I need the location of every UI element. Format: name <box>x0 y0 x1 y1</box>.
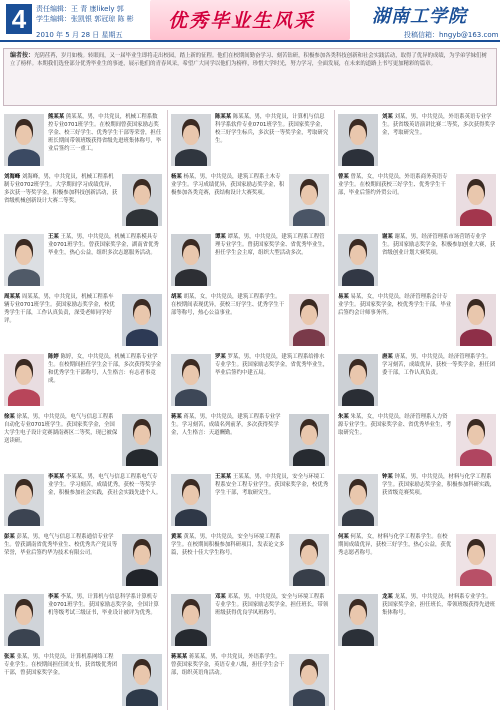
graduate-photo <box>122 174 162 226</box>
graduate-name: 王某某 <box>215 474 232 480</box>
graduate-photo <box>456 534 496 586</box>
graduate-bio-text: 谭某，男，中共党员，建筑工程系工程管理专业学生。曾获国家奖学金、省优秀毕业生，担任学生会主席，组织大型活动多次。 <box>215 234 329 257</box>
graduate-photo <box>338 114 378 166</box>
graduate-bio <box>4 413 118 469</box>
graduate-name: 熊某某 <box>48 114 65 120</box>
graduate-profile <box>171 172 329 230</box>
graduate-bio-text: 徐某，男，中共党员，电气与信息工程系自动化专业0701班学生。获国家奖学金，全国大学生电子设计竞赛湖南赛区二等奖，现已被保送读研。 <box>4 414 118 445</box>
graduate-bio <box>215 113 329 169</box>
column-divider <box>334 110 335 710</box>
graduate-profile <box>4 292 162 350</box>
graduate-bio-text: 王某，男，中共党员，机械工程系模具专业0701班学生。曾获国家奖学金，湖南省优秀毕业生，热心公益，组织多次志愿服务活动。 <box>48 234 159 257</box>
graduate-photo <box>171 474 211 526</box>
graduate-profile <box>171 412 329 470</box>
graduate-profile <box>4 532 162 590</box>
graduate-profile <box>338 532 496 590</box>
graduate-bio <box>171 173 285 229</box>
graduate-bio-text: 龙某，男，中共党员，材料系专业学生。获国家奖学金，担任班长，带领班级获得先进班集体称号。 <box>382 594 496 617</box>
graduate-bio-text: 朱某，女，中共党员，经济管理系人力资源专业学生。获国家奖学金、省优秀毕业生，考取研究生。 <box>338 414 452 437</box>
graduate-profile <box>171 292 329 350</box>
graduate-name: 胡某 <box>171 294 182 300</box>
graduate-name: 李某 <box>48 594 59 600</box>
graduate-bio <box>4 533 118 589</box>
graduate-name: 周某某 <box>4 294 21 300</box>
graduate-photo <box>289 534 329 586</box>
graduate-bio <box>48 353 162 409</box>
graduate-name: 张某 <box>4 654 15 660</box>
graduate-profile <box>4 592 162 650</box>
editor-line: 责任编辑：王 青 康likely 郭 <box>36 5 124 13</box>
graduate-photo <box>122 294 162 346</box>
graduate-photo <box>456 414 496 466</box>
graduate-bio-text: 杨某，男，中共党员，建筑工程系土木专业学生。学习成绩优异，获国家励志奖学金，积极参加各类竞赛，获结构设计大赛奖项。 <box>171 174 285 197</box>
graduate-profile <box>338 232 496 290</box>
graduate-photo <box>122 534 162 586</box>
graduate-name: 王某 <box>48 234 59 240</box>
graduate-profile <box>171 472 329 530</box>
graduate-profile <box>4 232 162 290</box>
graduate-photo <box>338 354 378 406</box>
graduate-name: 刘某 <box>382 114 393 120</box>
graduate-photo <box>122 654 162 706</box>
graduate-name: 何某 <box>338 534 349 540</box>
graduate-bio <box>171 293 285 349</box>
graduate-bio <box>215 353 329 409</box>
graduate-profile <box>338 592 496 650</box>
graduate-profile <box>338 172 496 230</box>
graduate-photo <box>4 234 44 286</box>
paper-name: 湖南工学院 <box>372 6 467 27</box>
graduate-photo <box>456 294 496 346</box>
graduate-bio-text: 罗某，男，中共党员，建筑工程系给排水专业学生。获国家励志奖学金，省优秀毕业生，毕业后签约中建五局。 <box>215 354 329 377</box>
graduate-profile <box>4 172 162 230</box>
graduate-bio <box>171 413 285 469</box>
graduate-name: 邓某 <box>215 594 226 600</box>
graduate-name: 朱某 <box>338 414 349 420</box>
graduate-bio-text: 易某，女，中共党员，经济管理系会计专业学生。获国家奖学金，校优秀学生干部，毕业后签约会计师事务所。 <box>338 294 452 317</box>
graduate-bio <box>4 293 118 349</box>
graduate-bio-text: 熊某某，男，中共党员，机械工程系数控专业0701班学生。在校期间曾获国家励志奖学金、校三好学生、优秀学生干部等荣誉，担任班长期间带领班级获得省级先进班集体称号，毕业后签约三一重工。 <box>48 114 162 153</box>
graduate-photo <box>4 474 44 526</box>
graduate-photo <box>289 654 329 706</box>
graduate-profile <box>4 652 162 710</box>
graduate-name: 罗某 <box>215 354 226 360</box>
editor-note-text: 光阴荏苒，岁月如梭。转眼间，又一届毕业生即将走出校园，踏上新的征程。他们在校期间勤奋学习、刻苦钻研，积极参加各类科技创新和社会实践活动，取得了优异的成绩，为学弟学妹们树立了榜样。本期我们选登部分优秀毕业生的事迹，展示他们的青春风采，希望广大同学以他们为榜样，珍惜大学时光，努力学习，全面发展，在未来的道路上书写更加精彩的篇章。 <box>10 53 487 68</box>
graduate-photo <box>171 594 211 646</box>
graduate-bio <box>338 173 452 229</box>
masthead <box>0 0 500 40</box>
dateline: 2010 年 5 月 28 日 星期五 <box>36 31 123 39</box>
masthead-rule <box>0 40 500 42</box>
graduate-photo <box>456 174 496 226</box>
editor-note-label: 编者按： <box>10 52 35 59</box>
graduate-profile <box>171 592 329 650</box>
page-number: 4 <box>6 4 32 34</box>
graduate-bio <box>215 233 329 289</box>
graduate-bio-text: 张某，男，中共党员，计算机系网络工程专业学生。在校期间担任团支书，获省级优秀团干部，曾获国家奖学金。 <box>4 654 118 677</box>
contact-email: 投稿信箱：hngyb@163.com <box>404 31 499 39</box>
graduate-name: 徐某 <box>4 414 15 420</box>
student-editor-line: 学生编辑：张凯银 郭冠琼 陈 彬 <box>36 15 134 23</box>
graduate-bio <box>382 593 496 649</box>
graduate-bio <box>48 233 162 289</box>
graduate-bio <box>382 233 496 289</box>
graduate-bio <box>48 113 162 169</box>
graduate-photo <box>338 474 378 526</box>
graduate-bio <box>338 413 452 469</box>
graduate-bio <box>48 473 162 529</box>
graduate-profile <box>4 352 162 410</box>
graduate-profile <box>171 232 329 290</box>
graduate-bio <box>4 653 118 709</box>
graduate-bio-text: 谢某，男，经济管理系市场营销专业学生。获国家励志奖学金，积极参加创业大赛，获省级创业计划大赛奖项。 <box>382 234 496 257</box>
graduate-photo <box>4 594 44 646</box>
graduate-bio <box>382 473 496 529</box>
graduate-name: 杨某 <box>171 174 182 180</box>
graduate-bio <box>4 173 118 229</box>
graduate-bio <box>215 473 329 529</box>
graduate-name: 蒋某某 <box>171 654 188 660</box>
graduate-photo <box>4 114 44 166</box>
graduate-bio-text: 彭某，男，电气与信息工程系通信专业学生。曾获湖南省优秀毕业生、校优秀共产党员等荣誉，毕业后签约华为技术有限公司。 <box>4 534 118 557</box>
graduate-profile <box>338 292 496 350</box>
graduate-photo <box>289 174 329 226</box>
graduate-bio-text: 何某，女，材料与化学工程系学生。在校期间成绩优异，获校三好学生，热心公益，获优秀志愿者称号。 <box>338 534 452 557</box>
graduate-bio-text: 邓某，男，中共党员，安全与环境工程系专业学生。获国家励志奖学金，担任班长，带领班级获得优良学风班称号。 <box>215 594 329 617</box>
graduate-name: 陈某某 <box>215 114 232 120</box>
graduate-bio-text: 蒋某某，男，中共党员，外语系学生。曾获国家奖学金，英语专业八级，担任学生会干部，组织英语角活动。 <box>171 654 285 677</box>
graduate-bio-text: 王某某，男，中共党员，安全与环境工程系安全工程专业学生。获国家奖学金，校优秀学生干部，考取研究生。 <box>215 474 329 497</box>
graduate-bio-text: 唐某，男，中共党员，经济管理系学生。学习刻苦，成绩优异，获校一等奖学金，担任团委干部，工作认真负责。 <box>382 354 496 377</box>
graduate-name: 李某某 <box>48 474 65 480</box>
graduate-bio-text: 胡某，女，中共党员，建筑工程系学生。在校期间表现优异，获校三好学生、优秀学生干部等称号，热心公益事业。 <box>171 294 285 317</box>
graduate-bio <box>338 533 452 589</box>
graduate-photo <box>289 414 329 466</box>
graduate-photo <box>122 414 162 466</box>
graduate-bio <box>171 653 285 709</box>
graduate-bio-text: 李某，男，计算机与信息科学系计算机专业0701班学生。获国家励志奖学金，全国计算机等级考试三级证书，毕业设计被评为优秀。 <box>48 594 159 617</box>
graduate-bio-text: 刘海峰，男，中共党员，机械工程系机制专业0702班学生。大学期间学习成绩优异，多次获一等奖学金，积极参加科技创新活动，获省级机械创新设计大赛二等奖。 <box>4 174 118 205</box>
graduate-profile <box>338 472 496 530</box>
graduate-bio-text: 蒋某，男，中共党员，建筑工程系专业学生。学习刻苦，成绩名列前茅，多次获得奖学金，人生格言：天道酬勤。 <box>171 414 281 437</box>
graduate-name: 唐某 <box>382 354 393 360</box>
section-title: 优秀毕业生风采 <box>168 10 316 32</box>
graduate-photo <box>338 594 378 646</box>
graduate-name: 蒋某 <box>171 414 182 420</box>
graduate-photo <box>171 234 211 286</box>
graduate-photo <box>338 234 378 286</box>
graduate-photo <box>4 354 44 406</box>
graduate-profile <box>4 472 162 530</box>
graduate-bio <box>382 113 496 169</box>
editor-note <box>3 48 497 106</box>
graduate-name: 龙某 <box>382 594 393 600</box>
graduate-bio <box>48 593 162 649</box>
column-divider <box>167 110 168 710</box>
graduate-bio-text: 黄某，男，中共党员，安全与环境工程系学生。在校期间积极参加科研项目，发表论文多篇，获校十佳大学生称号。 <box>171 534 285 557</box>
graduate-bio <box>382 353 496 409</box>
graduate-name: 谢某 <box>382 234 393 240</box>
graduate-bio <box>338 293 452 349</box>
graduate-bio-text: 刘某，男，中共党员，外语系英语专业学生。获省级英语演讲比赛二等奖，多次获得奖学金，考取研究生。 <box>382 114 496 137</box>
graduate-profile <box>171 352 329 410</box>
graduate-name: 黄某 <box>171 534 182 540</box>
editors-block <box>36 4 134 24</box>
graduate-name: 陈婷 <box>48 354 59 360</box>
graduate-name: 谭某 <box>215 234 226 240</box>
graduate-bio-text: 曾某，女，中共党员，外语系商务英语专业学生。在校期间获校三好学生、优秀学生干部，毕业后签约外贸公司。 <box>338 174 448 197</box>
graduate-name: 彭某 <box>4 534 15 540</box>
graduate-bio-text: 李某某，男，电气与信息工程系电气专业学生。学习刻苦，成绩优秀，获校一等奖学金，积极参加社会实践，获社会实践先进个人。 <box>48 474 162 497</box>
graduate-profile <box>171 532 329 590</box>
graduate-profile <box>338 112 496 170</box>
graduate-bio-text: 周某某，男，中共党员，机械工程系车辆专业0701班学生。获国家励志奖学金，校优秀学生干部，工作认真负责，深受老师同学好评。 <box>4 294 115 325</box>
graduate-name: 易某 <box>338 294 349 300</box>
graduate-photo <box>289 294 329 346</box>
graduate-profile <box>4 412 162 470</box>
graduate-photo <box>171 354 211 406</box>
graduate-profile <box>338 412 496 470</box>
graduate-bio <box>171 533 285 589</box>
graduate-bio <box>215 593 329 649</box>
graduate-name: 刘海峰 <box>4 174 21 180</box>
graduate-bio-text: 钟某，男，中共党员，材料与化学工程系学生。获国家励志奖学金，积极参加科研实践，获省级竞赛奖项。 <box>382 474 496 497</box>
graduate-bio-text: 陈某某，男，中共党员，计算机与信息科学系软件专业0701班学生。获国家奖学金，校三好学生标兵，多次获一等奖学金，考取研究生。 <box>215 114 329 145</box>
graduate-profile <box>338 352 496 410</box>
graduate-profile <box>4 112 162 170</box>
graduate-profile <box>171 112 329 170</box>
graduate-bio-text: 陈婷，女，中共党员，机械工程系专业学生。在校期间担任学生会干部，多次获得奖学金和优秀学生干部称号，人生格言：有志者事竟成。 <box>48 354 162 385</box>
graduate-profile <box>171 652 329 710</box>
graduate-name: 钟某 <box>382 474 393 480</box>
graduate-name: 曾某 <box>338 174 349 180</box>
graduate-photo <box>171 114 211 166</box>
